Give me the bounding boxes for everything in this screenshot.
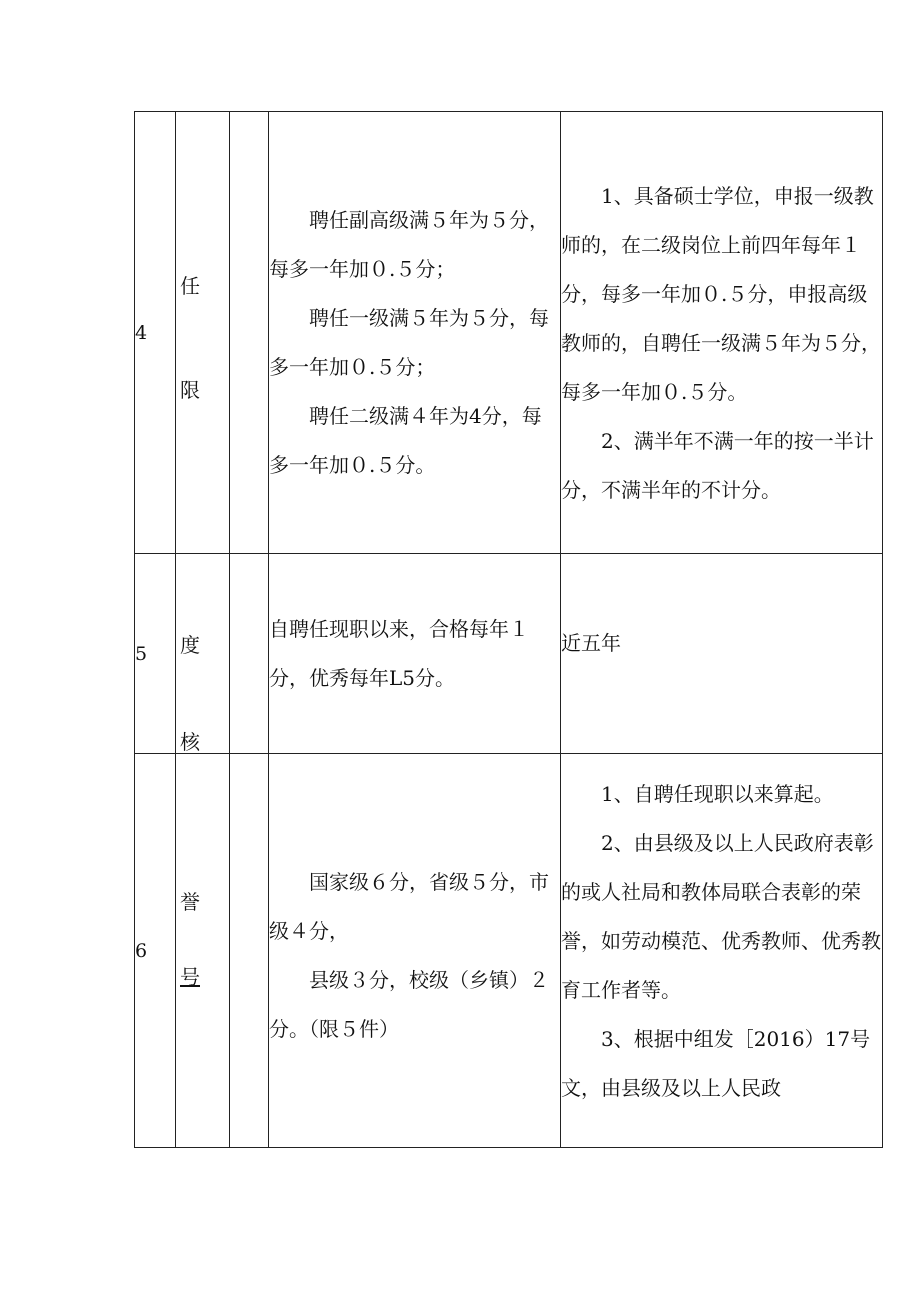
table-row (135, 554, 883, 754)
criteria-line: 聘任副高级满５年为５分，每多一年加０.５分； (269, 208, 549, 281)
empty-cell (230, 112, 269, 554)
row-number: 5 (135, 554, 176, 754)
note-line: 2、由县级及以上人民政府表彰的或人社局和教体局联合表彰的荣誉，如劳动模范、优秀教师、优秀教育工作者等。 (561, 831, 881, 1002)
note-line: 近五年 (561, 631, 621, 655)
criteria-line: 国家级６分，省级５分，市级４分， (269, 870, 549, 943)
criteria-line: 自聘任现职以来，合格每年１分，优秀每年L5分。 (269, 616, 529, 690)
criteria-cell (269, 754, 561, 1148)
item-name-char: 号 (180, 965, 200, 989)
item-name-char: 任 (180, 274, 200, 298)
note-line: 1、自聘任现职以来算起。 (601, 782, 834, 806)
scoring-table (134, 111, 883, 1148)
empty-cell (230, 754, 269, 1148)
criteria-line: 聘任二级满４年为4分，每多一年加０.５分。 (269, 404, 542, 477)
notes-cell (561, 554, 883, 754)
table-row (135, 754, 883, 1148)
item-name-cell (176, 754, 230, 1148)
row-number: 6 (135, 754, 176, 1148)
note-line: 2、满半年不满一年的按一半计分，不满半年的不计分。 (561, 429, 874, 502)
item-name-cell (176, 554, 230, 754)
criteria-cell (269, 112, 561, 554)
item-name-char: 誉 (180, 890, 200, 914)
notes-cell (561, 112, 883, 554)
item-name-cell (176, 112, 230, 554)
note-line: 1、具备硕士学位，申报一级教师的，在二级岗位上前四年每年１分，每多一年加０.５分，申报高级教师的，自聘任一级满５年为５分，每多一年加０.５分。 (561, 184, 881, 404)
notes-cell (561, 754, 883, 1148)
criteria-cell (269, 554, 561, 754)
row-number: 4 (135, 112, 176, 554)
criteria-line: 县级３分，校级（乡镇）２分。（限５件） (269, 968, 549, 1041)
note-line: 3、根据中组发［2016）17号文，由县级及以上人民政 (561, 1027, 871, 1100)
item-name-char: 度 (180, 633, 200, 657)
criteria-line: 聘任一级满５年为５分，每多一年加０.５分； (269, 306, 549, 379)
item-name-char: 限 (180, 378, 200, 402)
empty-cell (230, 554, 269, 754)
item-name-char: 核 (180, 730, 200, 754)
table-row (135, 112, 883, 554)
